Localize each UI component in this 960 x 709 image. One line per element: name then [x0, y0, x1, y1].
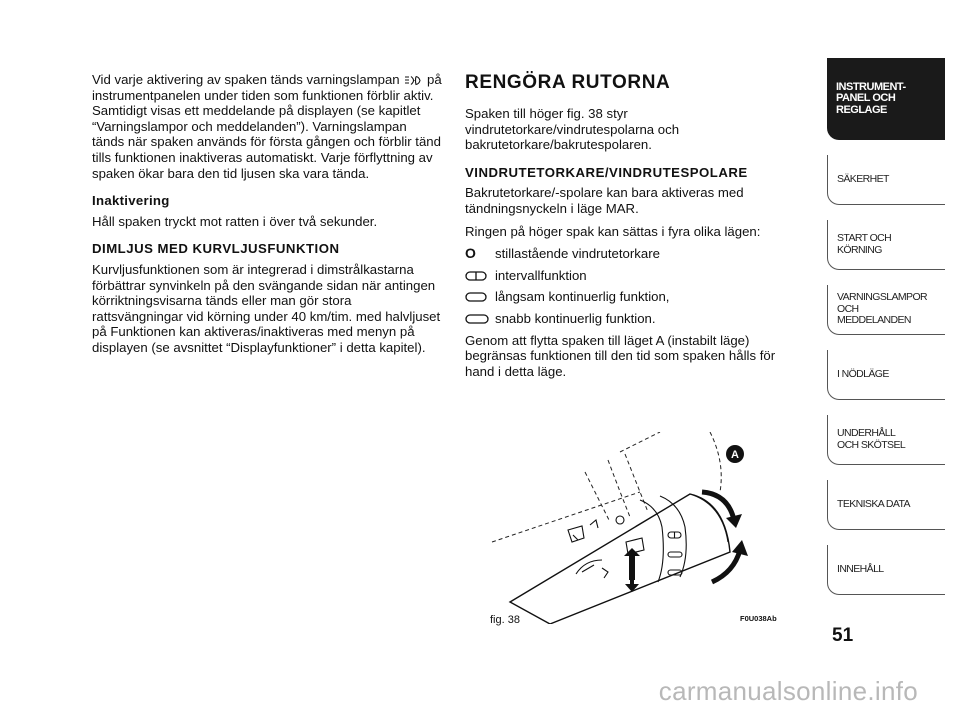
paragraph-intro: Spaken till höger fig. 38 styr vindrutetorkare/vindrutespolarna och bakrutetorkare/bakrutespolaren. — [465, 106, 680, 153]
tab-start-och-korning[interactable]: START OCH KÖRNING — [827, 220, 945, 270]
paragraph-ring: Ringen på höger spak kan sättas i fyra olika lägen: — [465, 223, 761, 239]
heading-cornering: DIMLJUS MED KURVLJUSFUNKTION — [92, 241, 340, 257]
right-column — [465, 72, 800, 386]
tab-underhall[interactable]: UNDERHÅLL OCH SKÖTSEL — [827, 415, 945, 465]
position-item — [465, 268, 800, 284]
position-label: långsam kontinuerlig funktion, — [495, 289, 670, 305]
tab-instrumentpanel[interactable]: INSTRUMENT- PANEL OCH REGLAGE — [827, 58, 945, 140]
fog-light-icon — [403, 75, 423, 86]
paragraph-warning-light: Vid varje aktivering av spaken tänds varningslampan på instrumentpanelen under tiden som funktionen förblir aktiv. Samtidigt visas ett meddelande på displayen (se kapitlet “Varningslampor och meddelanden”). Varningslampan tänds när spaken används för första gången och förblir tänd tills funktionen inaktiveras automatiskt. Varje förflyttning av spaken ökar bara den tid ljusen ska vara tända. — [92, 72, 442, 181]
position-item — [465, 246, 800, 262]
chapter-sidebar — [827, 58, 945, 610]
position-item — [465, 311, 800, 327]
wiper-stalk-illustration — [490, 432, 790, 624]
heading-inactivation: Inaktivering — [92, 193, 170, 209]
paragraph-inactivation: Håll spaken tryckt mot ratten i över två sekunder. — [92, 213, 378, 229]
tab-innehall[interactable]: INNEHÅLL — [827, 545, 945, 595]
position-label: snabb kontinuerlig funktion. — [495, 310, 656, 326]
position-item — [465, 289, 800, 305]
left-column — [92, 72, 442, 363]
page-title: RENGÖRA RUTORNA — [465, 72, 671, 93]
paragraph-cornering: Kurvljusfunktionen som är integrerad i dimstrålkastarna förbättrar synvinkeln på den svängande sidan när antingen körriktningsvisarna tänds eller man gör stora rattsvängningar vid körning under 40 km/tim. med halvljuset på Funktionen kan aktiveras/inaktiveras med menyn på displayen (se avsnittet “Displayfunktioner” i detta kapitel). — [92, 261, 441, 355]
paragraph-wiper: Bakrutetorkare/-spolare kan bara aktiveras med tändningsnyckeln i läge MAR. — [465, 185, 744, 216]
figure-caption: fig. 38 — [490, 614, 520, 626]
position-label: stillastående vindrutetorkare — [495, 246, 660, 262]
tab-i-nodlage[interactable]: I NÖDLÄGE — [827, 350, 945, 400]
watermark: carmanualsonline.info — [658, 676, 918, 706]
off-symbol: O — [465, 245, 476, 262]
figure-marker-a: A — [731, 449, 739, 461]
interval-icon — [465, 271, 487, 281]
tab-varningslampor[interactable]: VARNINGSLAMPOR OCH MEDDELANDEN — [827, 285, 945, 335]
tab-sakerhet[interactable]: SÄKERHET — [827, 155, 945, 205]
page-number: 51 — [832, 625, 854, 646]
figure-code: F0U038Ab — [740, 614, 777, 623]
paragraph-position-a: Genom att flytta spaken till läget A (instabilt läge) begränsas funktionen till den tid som spaken hålls för hand i detta läge. — [465, 332, 776, 379]
fast-icon — [465, 314, 489, 324]
tab-tekniska-data[interactable]: TEKNISKA DATA — [827, 480, 945, 530]
heading-wiper: VINDRUTETORKARE/VINDRUTESPOLARE — [465, 164, 748, 180]
slow-icon — [465, 292, 487, 302]
position-label: intervallfunktion — [495, 267, 587, 283]
